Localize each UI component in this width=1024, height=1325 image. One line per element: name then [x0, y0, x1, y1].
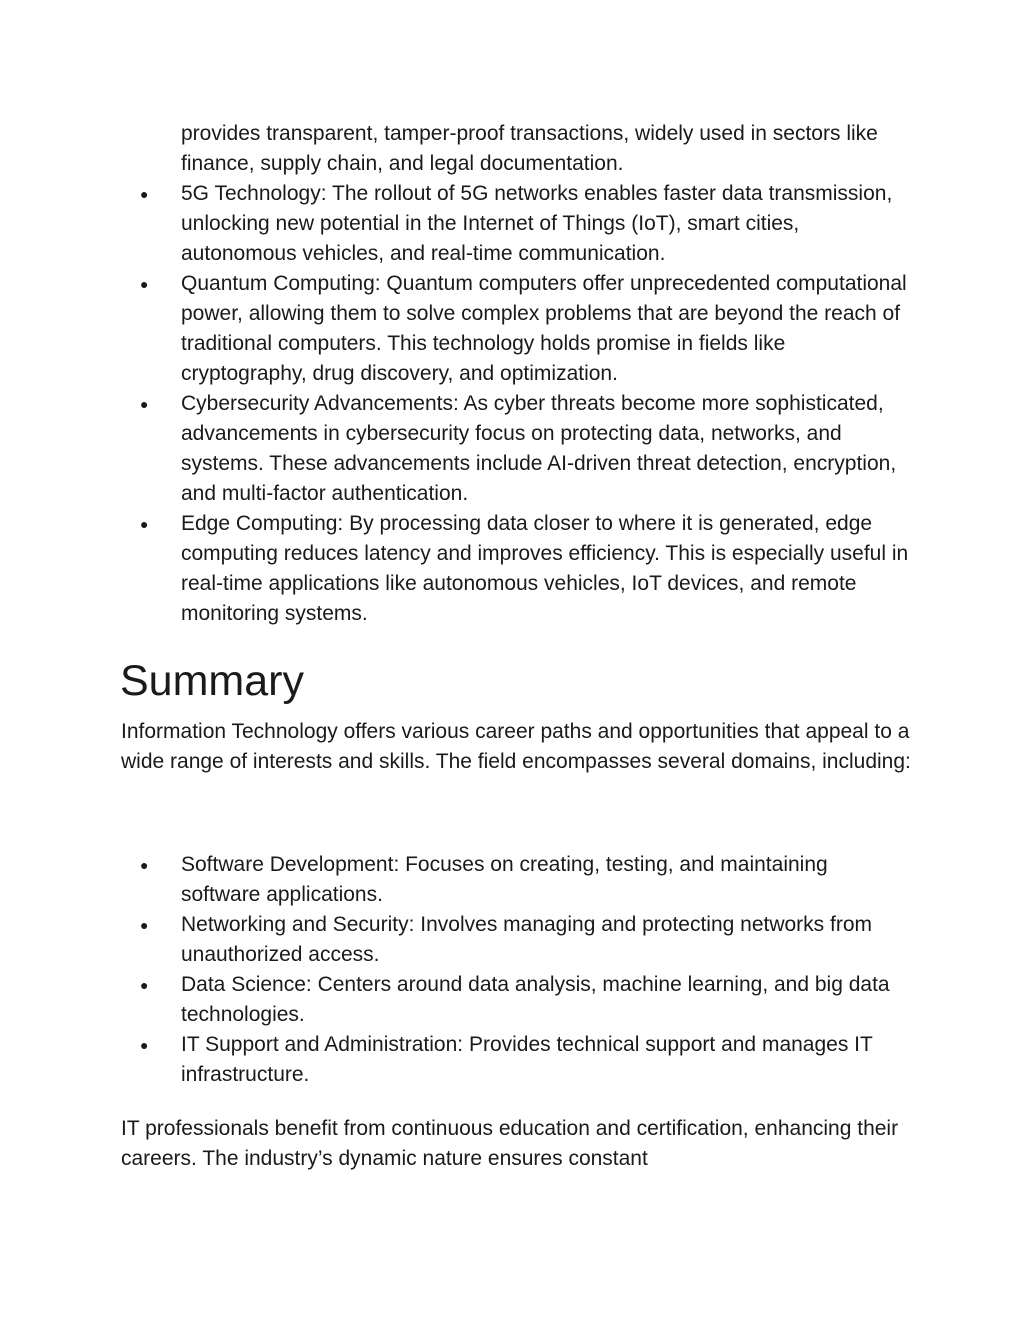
summary-intro-paragraph: Information Technology offers various career paths and opportunities that appeal to a wide range of interests and skills. The field encompasses several domains, including: — [121, 720, 911, 773]
bullet-icon: ● — [140, 917, 149, 933]
bullet-icon: ● — [140, 977, 149, 993]
summary-heading: Summary — [120, 657, 304, 705]
bullet-icon: ● — [140, 1037, 149, 1053]
list-item-text: Software Development: Focuses on creating, testing, and maintaining software applications. — [181, 853, 828, 906]
list-item — [121, 269, 911, 389]
list-item — [121, 389, 911, 509]
list-item-text: Networking and Security: Involves managing and protecting networks from unauthorized access. — [181, 913, 873, 966]
bullet-icon: ● — [140, 857, 149, 873]
bullet-icon: ● — [140, 396, 149, 412]
summary-closing-paragraph: IT professionals benefit from continuous education and certification, enhancing their careers. The industry’s dynamic nature ensures constant — [121, 1117, 899, 1170]
bullet-icon: ● — [140, 516, 149, 532]
it-domains-list — [121, 850, 911, 1090]
bullet-icon: ● — [140, 276, 149, 292]
list-item-text: 5G Technology: The rollout of 5G networks enables faster data transmission, unlocking new potential in the Internet of Things (IoT), smart cities, autonomous vehicles, and real-time communication. — [181, 182, 893, 265]
list-item — [121, 509, 911, 629]
technology-trends-list — [121, 179, 911, 629]
list-item-text: Data Science: Centers around data analysis, machine learning, and big data technologies. — [181, 973, 890, 1026]
bullet-icon: ● — [140, 186, 149, 202]
list-item-text: Edge Computing: By processing data closer to where it is generated, edge computing reduces latency and improves efficiency. This is especially useful in real-time applications like autonomous vehicles, IoT devices, and remote monitoring systems. — [181, 512, 909, 625]
list-item — [121, 850, 911, 910]
list-item-text: IT Support and Administration: Provides technical support and manages IT infrastructure. — [181, 1033, 873, 1086]
list-item — [121, 910, 911, 970]
list-item — [121, 1030, 911, 1090]
continuation-paragraph: provides transparent, tamper-proof transactions, widely used in sectors like finance, supply chain, and legal documentation. — [181, 122, 878, 175]
list-item-text: Quantum Computing: Quantum computers offer unprecedented computational power, allowing them to solve complex problems that are beyond the reach of traditional computers. This technology holds promise in fields like cryptography, drug discovery, and optimization. — [181, 272, 907, 385]
list-item — [121, 970, 911, 1030]
list-item — [121, 179, 911, 269]
list-item-text: Cybersecurity Advancements: As cyber threats become more sophisticated, advancements in cybersecurity focus on protecting data, networks, and systems. These advancements include AI-driven threat detection, encryption, and multi-factor authentication. — [181, 392, 897, 505]
